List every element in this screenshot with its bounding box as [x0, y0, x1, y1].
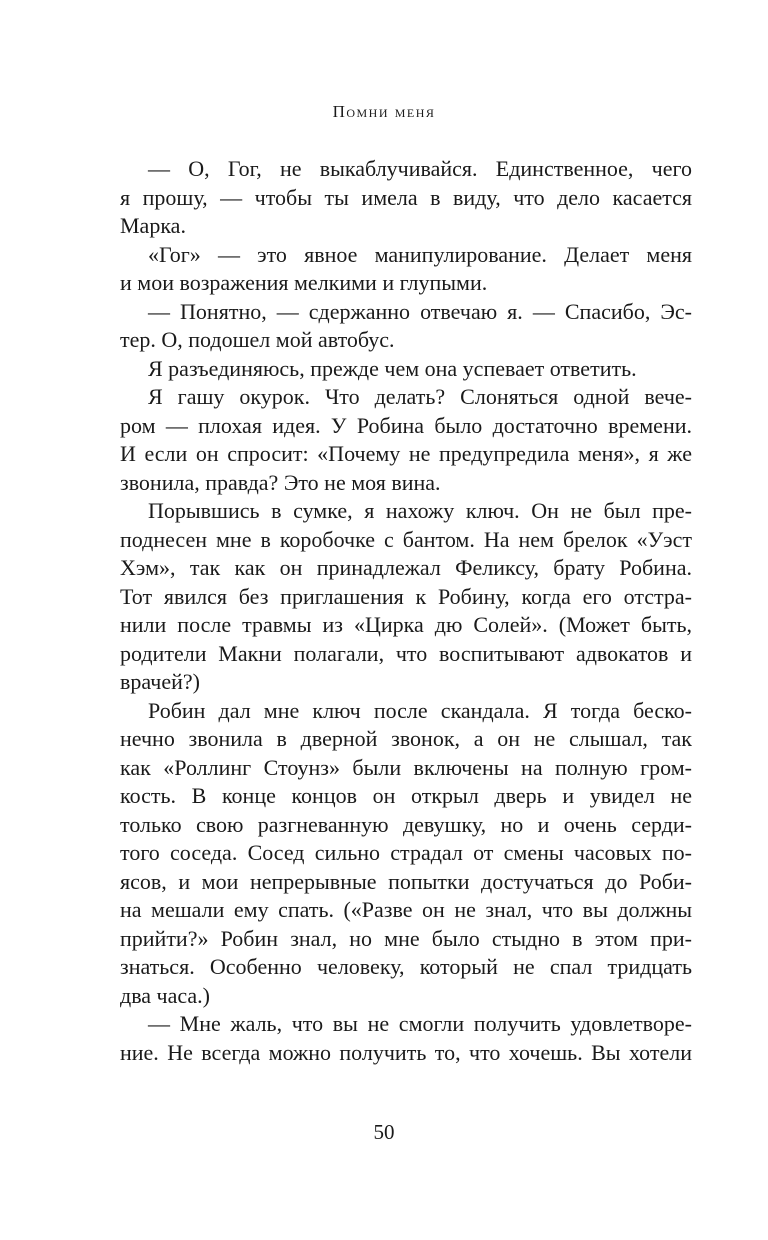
body-text — [120, 155, 692, 1067]
text-line: два часа.) — [120, 982, 211, 1008]
text-line: Робин дал мне ключ после скандала. Я тогда беско- — [148, 697, 692, 723]
text-line: я прошу, — чтобы ты имела в виду, что дело касается — [120, 184, 692, 210]
text-line: Марка. — [120, 213, 186, 238]
text-line: на мешали ему спать. («Разве он не знал, что вы должны — [120, 897, 692, 922]
text-line: ясов, и мои непрерывные попытки достучаться до Роби- — [120, 868, 692, 894]
text-line: тер. О, подошел мой автобус. — [120, 327, 395, 352]
text-line: и мои возражения мелкими и глупыми. — [120, 270, 488, 295]
text-line: родители Макни полагали, что воспитывают адвокатов и — [120, 640, 692, 666]
text-line: того соседа. Сосед сильно страдал от смены часовых по- — [120, 840, 692, 865]
running-title: Помни меня — [332, 102, 436, 121]
text-line: кость. В конце концов он открыл дверь и увидел не — [120, 783, 692, 808]
text-line: «Гог» — это явное манипулирование. Делает меня — [148, 241, 692, 267]
text-line: только свою разгневанную девушку, но и очень серди- — [120, 811, 692, 837]
text-line: Тот явился без приглашения к Робину, когда его отстра- — [120, 583, 692, 609]
text-line: Хэм», так как он принадлежал Феликсу, брату Робина. — [120, 555, 692, 580]
text-line: — О, Гог, не выкаблучивайся. Единственное, чего — [148, 156, 692, 181]
text-line: — Понятно, — сдержанно отвечаю я. — Спасибо, Эс- — [148, 298, 692, 324]
text-line: как «Роллинг Стоунз» были включены на полную гром- — [120, 754, 692, 780]
page-number: 50 — [373, 1120, 395, 1144]
text-line: нили после травмы из «Цирка дю Солей». (Может быть, — [120, 612, 692, 637]
text-line: прийти?» Робин знал, но мне было стыдно в этом при- — [120, 925, 692, 951]
text-line: врачей?) — [120, 669, 200, 694]
text-line: Я разъединяюсь, прежде чем она успевает ответить. — [148, 355, 637, 381]
text-line: нечно звонила в дверной звонок, а он не слышал, так — [120, 726, 692, 751]
text-line: Порывшись в сумке, я нахожу ключ. Он не был пре- — [148, 498, 692, 523]
text-line: ние. Не всегда можно получить то, что хочешь. Вы хотели — [120, 1039, 692, 1065]
text-line: И если он спросит: «Почему не предупредила меня», я же — [120, 441, 692, 466]
text-line: Я гашу окурок. Что делать? Слоняться одной вече- — [148, 384, 692, 409]
text-line: ром — плохая идея. У Робина было достаточно времени. — [120, 412, 692, 438]
text-line: звонила, правда? Это не моя вина. — [120, 469, 441, 495]
text-line: — Мне жаль, что вы не смогли получить удовлетворе- — [148, 1011, 692, 1036]
text-line: поднесен мне в коробочке с бантом. На нем брелок «Уэст — [120, 526, 692, 552]
text-line: знаться. Особенно человеку, который не спал тридцать — [120, 954, 692, 979]
